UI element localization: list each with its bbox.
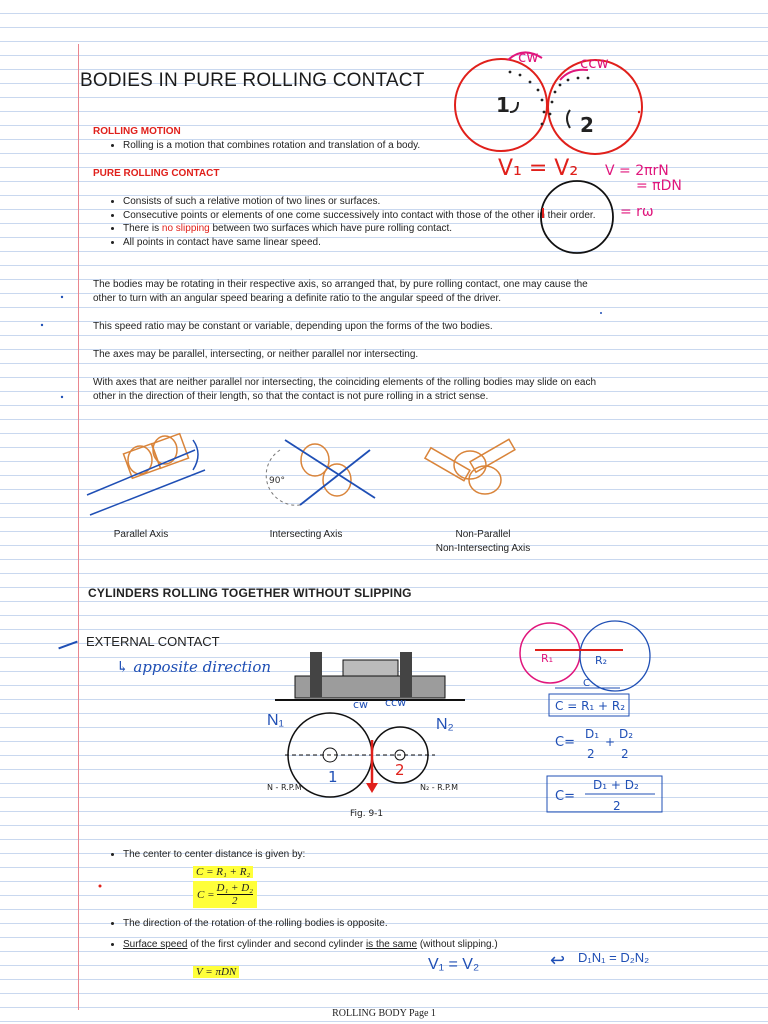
svg-text:D₁: D₁ bbox=[585, 727, 600, 741]
v1-equals-v2: V₁ = V₂ bbox=[498, 156, 579, 181]
pure-rolling-bullet-3: • There is no slipping between two surfaces which have pure rolling contact. bbox=[123, 222, 603, 236]
parallel-axis-figure bbox=[87, 434, 205, 515]
pure-rolling-heading: PURE ROLLING CONTACT bbox=[93, 168, 220, 179]
fig-n-right: N₂ - R.P.M bbox=[420, 783, 459, 792]
svg-text:C=: C= bbox=[555, 735, 575, 750]
external-contact-heading: EXTERNAL CONTACT bbox=[86, 634, 220, 649]
bottom-list-3 bbox=[93, 938, 553, 952]
paragraph-2: This speed ratio may be constant or variable, depending upon the forms of the two bodies. bbox=[93, 321, 493, 332]
caption-intersecting: Intersecting Axis bbox=[269, 529, 343, 540]
opposite-direction-note: ↳ apposite direction bbox=[116, 658, 272, 676]
pure-rolling-bullet-4: • All points in contact have same linear speed. bbox=[123, 236, 603, 250]
no-slipping-text: no slipping bbox=[161, 223, 210, 234]
svg-text:90°: 90° bbox=[269, 476, 285, 486]
surface-speed-bullet: • Surface speed of the first cylinder and second cylinder is the same (without slipping.) bbox=[123, 938, 553, 952]
r2-label: R₂ bbox=[595, 654, 608, 667]
center-distance-sketch bbox=[515, 618, 665, 828]
c-sum-formula: C = R₁ + R₂ bbox=[555, 699, 626, 713]
fig-ccw: ccw bbox=[385, 696, 407, 709]
nonparallel-axis-figure bbox=[425, 439, 515, 494]
ccw-label: ccw bbox=[580, 54, 609, 72]
n1-label: N₁ bbox=[267, 712, 284, 729]
intersecting-axis-figure bbox=[266, 440, 375, 505]
svg-text:C=: C= bbox=[555, 789, 575, 804]
caption-parallel: Parallel Axis bbox=[113, 529, 169, 540]
v-formula-2: = πDN bbox=[636, 178, 682, 194]
pure-rolling-bullet-1: • Consists of such a relative motion of two lines or surfaces. bbox=[123, 195, 603, 209]
pure-rolling-bullet-2: • Consecutive points or elements of one come successively into contact with those of the other in their order. bbox=[123, 209, 603, 223]
dn-equation: D₁N₁ = D₂N₂ bbox=[578, 950, 650, 965]
n2-label: N₂ bbox=[436, 716, 454, 733]
rolling-circles-sketch bbox=[440, 40, 730, 260]
curl-arrow: ↩ bbox=[550, 950, 566, 970]
opposite-rotation-bullet: • The direction of the rotation of the rolling bodies is opposite. bbox=[123, 917, 533, 931]
svg-text:D₂: D₂ bbox=[619, 727, 634, 741]
page-footer: ROLLING BODY Page 1 bbox=[332, 1008, 436, 1019]
formula-c-r: C = R₁ + R₂ bbox=[193, 862, 253, 880]
formula-v: V = πDN bbox=[193, 962, 239, 980]
paragraph-4: With axes that are neither parallel nor intersecting, the coinciding elements of the rolling bodies may slide on each other in the direction of their length, so that the contact is not pure rolling in a strict sense. bbox=[93, 377, 597, 402]
rolling-motion-heading: ROLLING MOTION bbox=[93, 126, 181, 137]
caption-nonparallel: Non-Parallel Non-Intersecting Axis bbox=[435, 529, 531, 554]
bottom-list-1 bbox=[93, 848, 513, 862]
svg-text:2: 2 bbox=[621, 747, 629, 761]
cylinders-heading: CYLINDERS ROLLING TOGETHER WITHOUT SLIPPING bbox=[88, 586, 412, 600]
bottom-list-2 bbox=[93, 917, 533, 931]
r1-label: R₁ bbox=[541, 652, 554, 665]
axis-figures bbox=[85, 420, 555, 525]
circle-2-label: 2 bbox=[580, 113, 594, 137]
rolling-motion-bullet: • Rolling is a motion that combines rotation and translation of a body. bbox=[123, 139, 533, 153]
page-title: BODIES IN PURE ROLLING CONTACT bbox=[80, 70, 425, 91]
fig-n-left: N - R.P.M bbox=[267, 783, 302, 792]
v1-v2-note: V₁ = V₂ bbox=[428, 956, 480, 973]
center-distance-bullet: • The center to center distance is given by: bbox=[123, 848, 513, 862]
cw-label: cw bbox=[518, 48, 539, 66]
paragraph-1: The bodies may be rotating in their respective axis, so arranged that, by pure rolling contact, one may cause the other to turn with an angular speed bearing a definite ratio to the angular speed of the driver. bbox=[93, 279, 588, 304]
fig-label-1: 1 bbox=[328, 768, 338, 786]
v-formula-3: = rω bbox=[620, 204, 654, 220]
v-formula-1: V = 2πrN bbox=[605, 163, 669, 179]
formula-c-d: C = $\frac{\text{D₁ + D₂}}{2}$ bbox=[193, 881, 257, 908]
svg-text:2: 2 bbox=[613, 799, 621, 813]
svg-text:D₁ + D₂: D₁ + D₂ bbox=[593, 778, 639, 792]
paragraph-3: The axes may be parallel, intersecting, or neither parallel nor intersecting. bbox=[93, 349, 419, 360]
fig-label-2: 2 bbox=[395, 761, 405, 779]
circle-1-label: 1 bbox=[496, 93, 510, 117]
fig-cw: cw bbox=[353, 698, 369, 711]
svg-text:2: 2 bbox=[587, 747, 595, 761]
c-label: C bbox=[583, 678, 590, 689]
svg-text:+: + bbox=[605, 735, 616, 749]
fig-caption: Fig. 9-1 bbox=[350, 809, 384, 819]
